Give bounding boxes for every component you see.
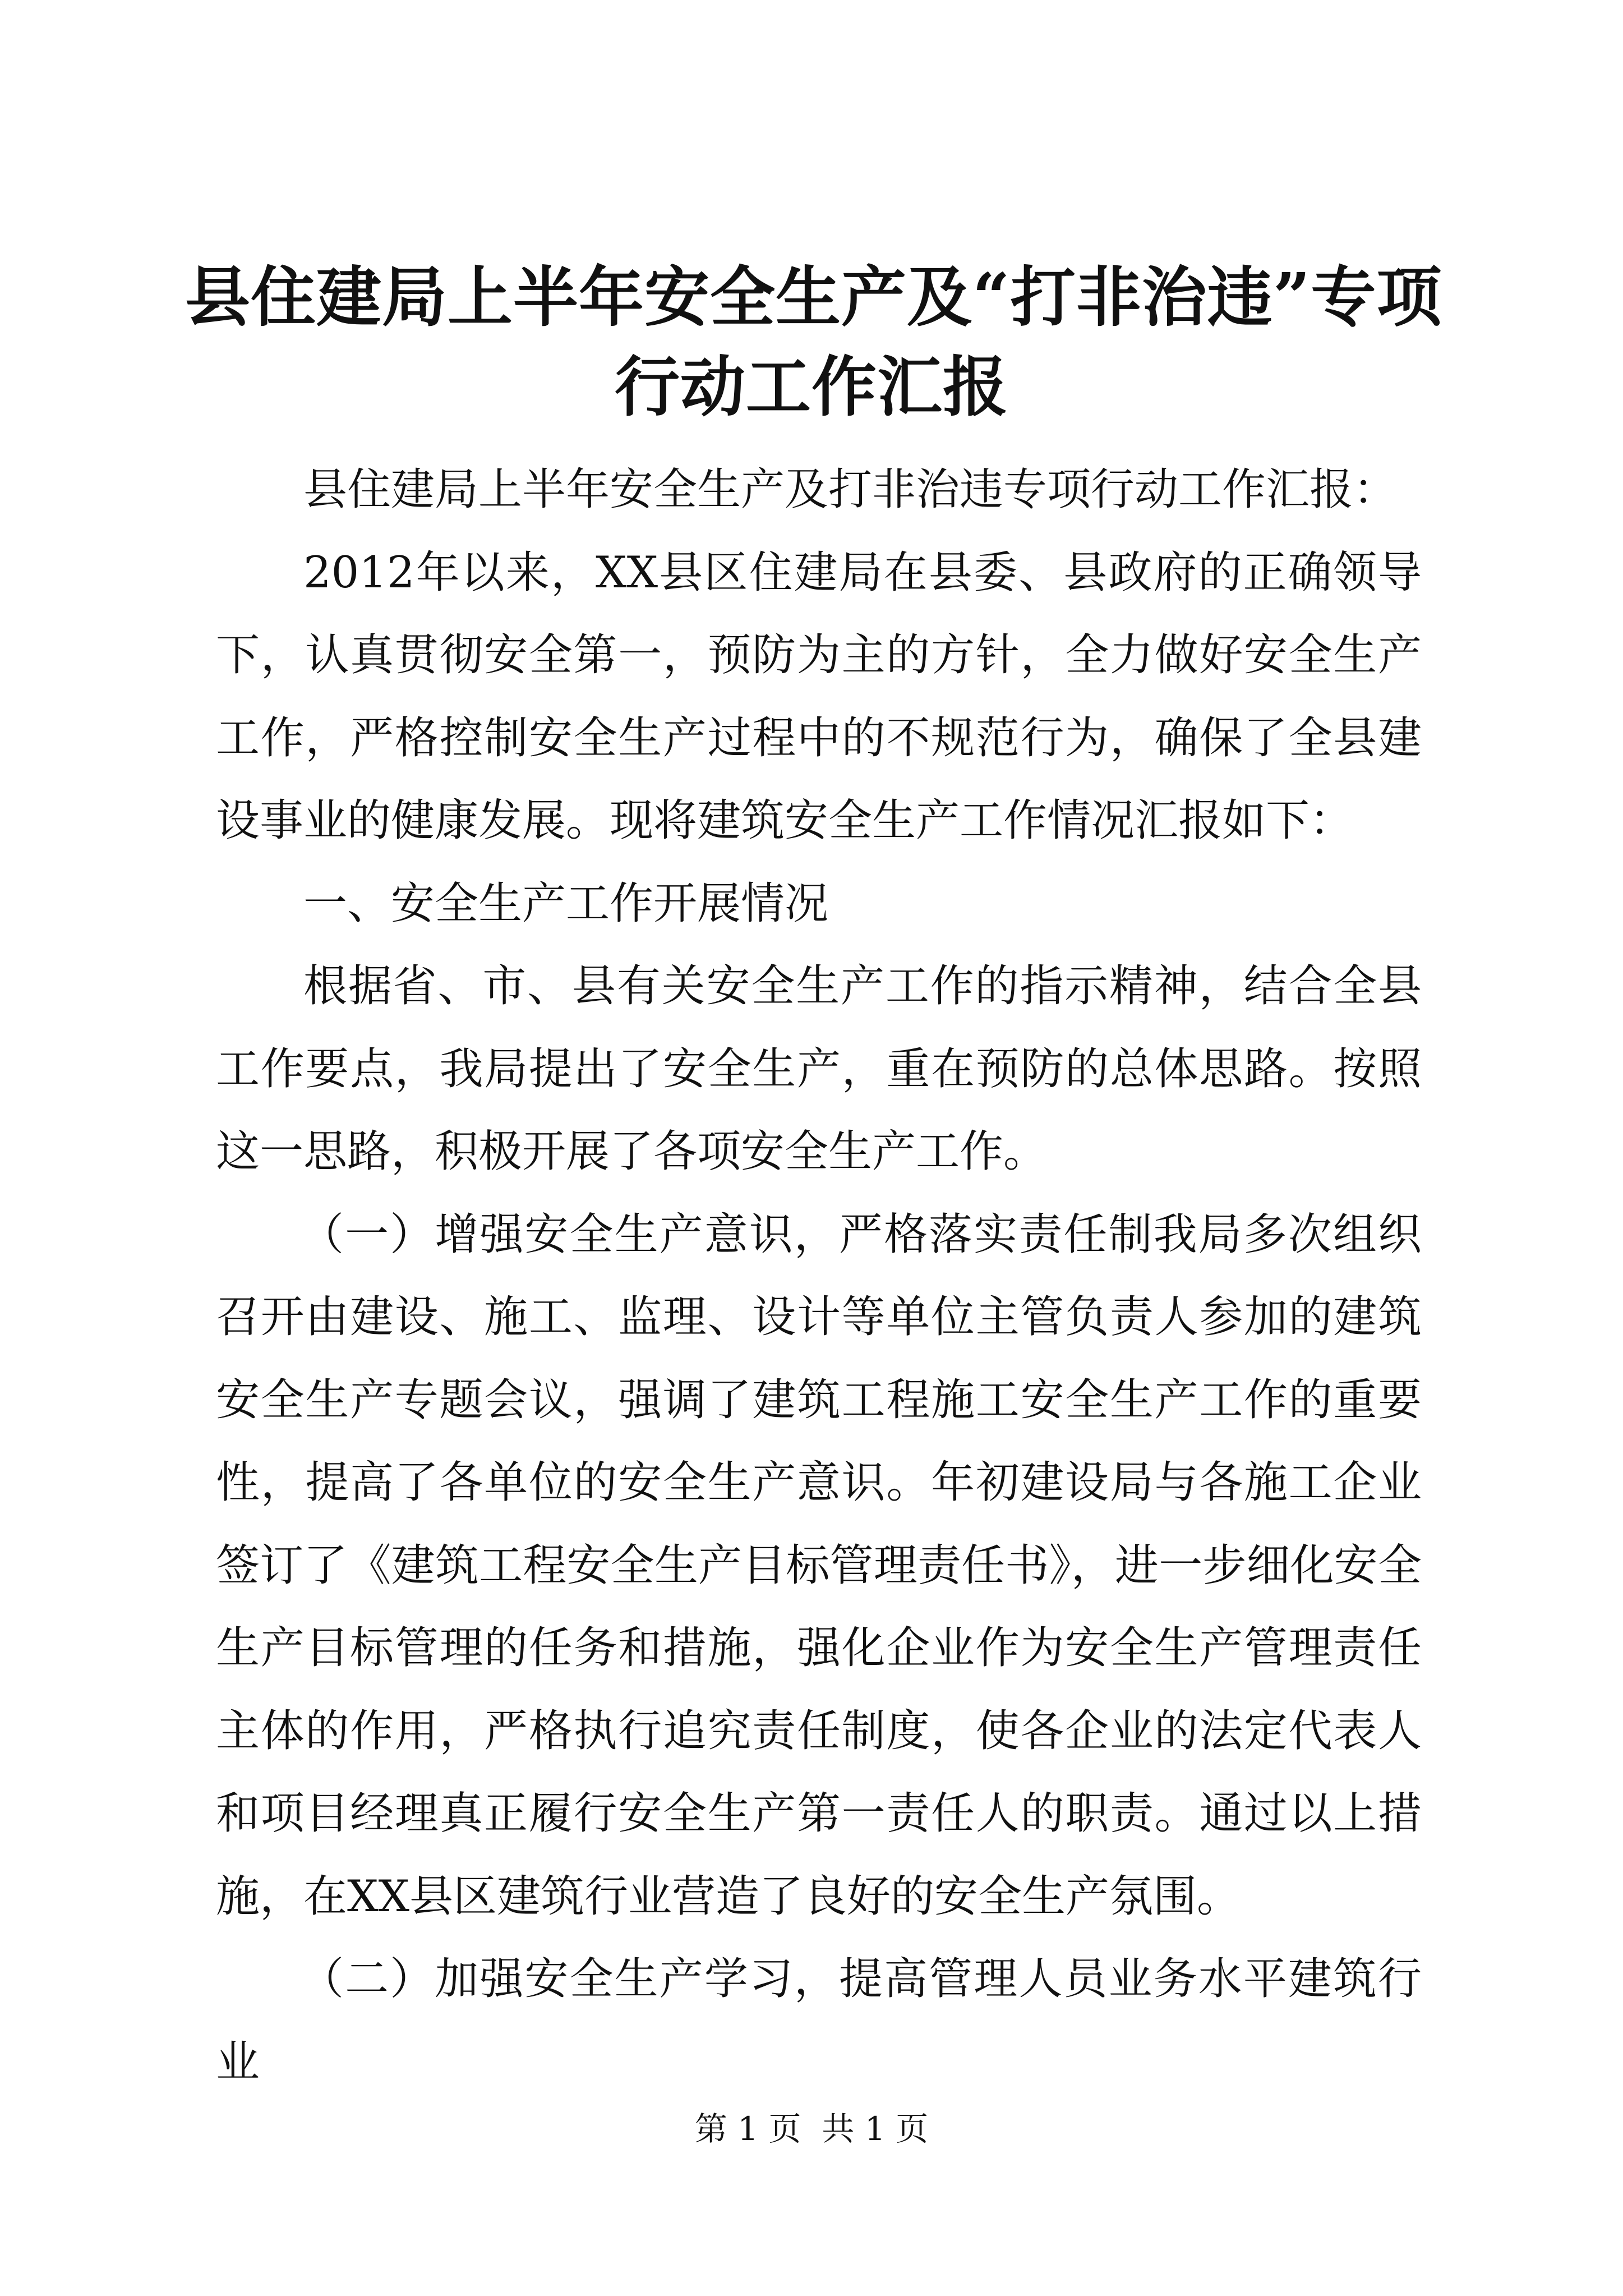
subsection-2-paragraph: （二）加强安全生产学习，提高管理人员业务水平建筑行业 xyxy=(216,1954,1422,2087)
title-line-2: 行动工作汇报 xyxy=(615,349,1008,425)
overview-paragraph: 2012年以来，XX县区住建局在县委、县政府的正确领导下，认真贯彻安全第一，预防为主的方针，全力做好安全生产工作，严格控制安全生产过程中的不规范行为，确保了全县建设事业的健康发展。现将建筑安全生产工作情况汇报如下： xyxy=(216,547,1422,846)
guidance-paragraph: 根据省、市、县有关安全生产工作的指示精神，结合全县工作要点，我局提出了安全生产，重在预防的总体思路。按照这一思路，积极开展了各项安全生产工作。 xyxy=(216,961,1422,1177)
document-title xyxy=(185,252,1442,432)
page-footer: 第 1 页 共 1 页 xyxy=(694,2110,929,2148)
section-heading: 一、安全生产工作开展情况 xyxy=(303,878,829,929)
document-body xyxy=(216,449,1422,2104)
title-line-1: 县住建局上半年安全生产及“打非治违”专项 xyxy=(185,259,1442,335)
subsection-1-paragraph: （一）增强安全生产意识，严格落实责任制我局多次组织召开由建设、施工、监理、设计等单位主管负责人参加的建筑安全生产专题会议，强调了建筑工程施工安全生产工作的重要性，提高了各单位的安全生产意识。年初建设局与各施工企业签订了《建筑工程安全生产目标管理责任书》，进一步细化安全生产目标管理的任务和措施，强化企业作为安全生产管理责任主体的作用，严格执行追究责任制度，使各企业的法定代表人和项目经理真正履行安全生产第一责任人的职责。通过以上措施，在XX县区建筑行业营造了良好的安全生产氛围。 xyxy=(216,1209,1422,1922)
intro-paragraph: 县住建局上半年安全生产及打非治违专项行动工作汇报： xyxy=(303,464,1398,515)
